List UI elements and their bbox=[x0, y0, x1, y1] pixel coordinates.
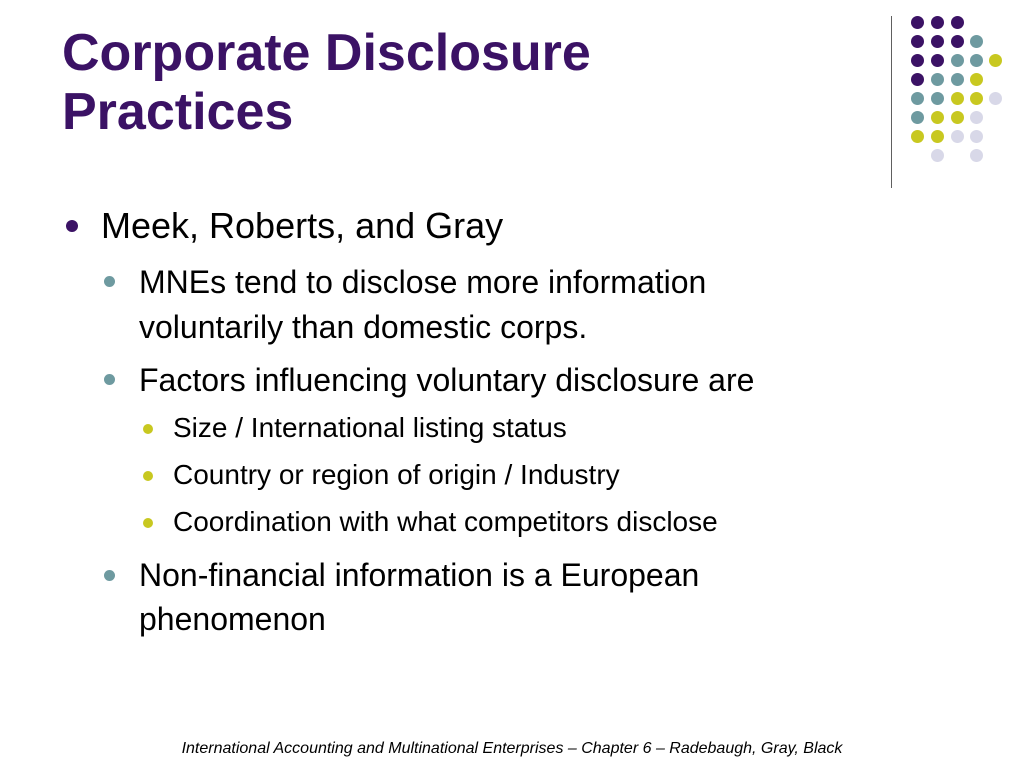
slide-title-line-2: Practices bbox=[62, 83, 294, 141]
bullet-level-3 bbox=[143, 424, 153, 434]
bullet-text-level-2: Factors influencing voluntary disclosure are bbox=[139, 362, 755, 398]
bullet-level-2 bbox=[104, 276, 115, 287]
bullet-text-level-2: Non-financial information is a European bbox=[139, 557, 700, 593]
bullet-text-level-2-continued: voluntarily than domestic corps. bbox=[139, 309, 588, 345]
bullet-text-level-3: Size / International listing status bbox=[173, 412, 567, 443]
slide-title-line-1: Corporate Disclosure bbox=[62, 24, 591, 82]
bullet-level-2 bbox=[104, 374, 115, 385]
bullet-text-level-2: MNEs tend to disclose more information bbox=[139, 264, 707, 300]
bullet-level-1 bbox=[66, 220, 78, 232]
bullet-level-2 bbox=[104, 570, 115, 581]
bullet-text-level-3: Coordination with what competitors disclose bbox=[173, 506, 718, 537]
bullet-text-level-3: Country or region of origin / Industry bbox=[173, 459, 620, 490]
bullet-level-3 bbox=[143, 471, 153, 481]
bullet-text-level-1: Meek, Roberts, and Gray bbox=[101, 205, 504, 246]
bullet-level-3 bbox=[143, 518, 153, 528]
slide-footer: International Accounting and Multinational Enterprises – Chapter 6 – Radebaugh, Gray, Black bbox=[181, 740, 843, 757]
bullet-text-level-2-continued: phenomenon bbox=[139, 601, 326, 637]
